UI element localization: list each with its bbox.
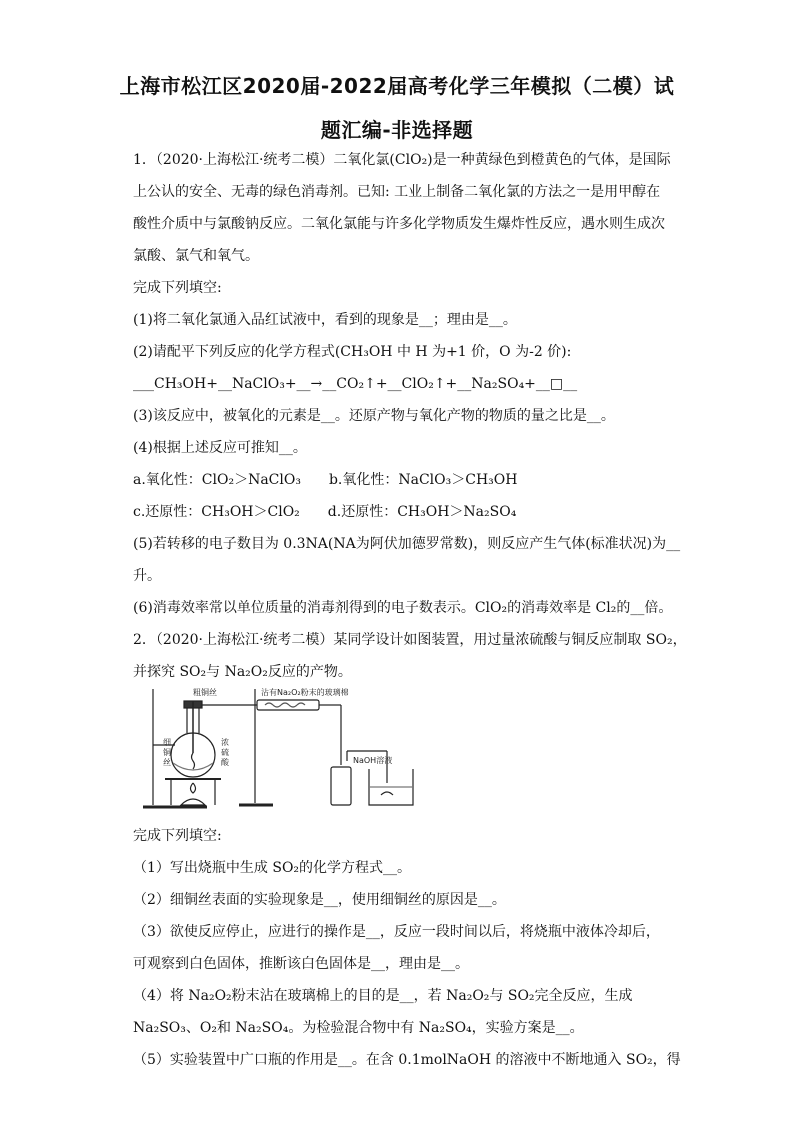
q1-line-1: 1．（2020·上海松江·统考二模）二氧化氯(ClO₂)是一种黄绿色到橙黄色的气体，是国际 (133, 152, 671, 168)
q1-line-14: 升。 (133, 568, 161, 584)
q1-line-8: ___CH₃OH+__NaClO₃+__→__CO₂↑+__ClO₂↑+__Na₂SO₄+__□__ (133, 376, 578, 392)
label-thin-wire-2: 铜 (163, 748, 171, 757)
funnel (381, 792, 393, 795)
document-title-line-1: 上海市松江区2020届-2022届高考化学三年模拟（二模）试 (119, 74, 675, 98)
q1-line-15: (6)消毒效率常以单位质量的消毒剂得到的电子数表示。ClO₂的消毒效率是 Cl₂的__倍。 (133, 600, 673, 616)
q2-after-line-3: （2）细铜丝表面的实验现象是__，使用细铜丝的原因是__。 (133, 892, 506, 908)
glass-wool-tube (257, 700, 319, 710)
document-title-line-2: 题汇编-非选择题 (320, 118, 474, 142)
q2-after-line-5: 可观察到白色固体，推断该白色固体是__，理由是__。 (133, 956, 469, 972)
label-naoh-solution: NaOH溶液 (353, 756, 393, 765)
q1-line-6: (1)将二氧化氯通入品红试液中，看到的现象是__；理由是__。 (133, 312, 517, 328)
q2-after-line-8: （5）实验装置中广口瓶的作用是__。在含 0.1molNaOH 的溶液中不断地通入 SO₂，得 (133, 1052, 681, 1068)
q2-line-2: 并探究 SO₂与 Na₂O₂反应的产物。 (133, 664, 352, 680)
label-thin-wire-1: 细 (163, 738, 171, 747)
q1-line-4: 氯酸、氯气和氧气。 (133, 248, 259, 264)
wide-mouth-bottle (331, 767, 351, 805)
label-thick-copper-wire: 粗铜丝 (193, 688, 217, 697)
q1-line-11: a.氧化性：ClO₂＞NaClO₃ b.氧化性：NaClO₃＞CH₃OH (133, 472, 518, 488)
q2-after-line-7: Na₂SO₃、O₂和 Na₂SO₄。为检验混合物中有 Na₂SO₄，实验方案是__。 (133, 1020, 584, 1036)
flame (191, 783, 196, 793)
label-thin-wire-3: 丝 (163, 758, 171, 767)
q1-line-2: 上公认的安全、无毒的绿色消毒剂。已知: 工业上制备二氧化氯的方法之一是用甲醇在 (133, 184, 661, 200)
label-acid-2: 硫 (221, 748, 229, 757)
q2-after-line-2: （1）写出烧瓶中生成 SO₂的化学方程式__。 (133, 860, 412, 876)
q2-after-line-6: （4）将 Na₂O₂粉末沾在玻璃棉上的目的是__，若 Na₂O₂与 SO₂完全反应，生成 (133, 988, 633, 1004)
q1-line-13: (5)若转移的电子数目为 0.3NA(NA为阿伏加德罗常数)，则反应产生气体(标准状况)为__ (133, 536, 681, 552)
q1-line-12: c.还原性：CH₃OH＞ClO₂ d.还原性：CH₃OH＞Na₂SO₄ (133, 504, 517, 520)
label-acid-1: 浓 (221, 738, 229, 747)
alcohol-lamp (181, 799, 205, 805)
q2-line-1: 2．（2020·上海松江·统考二模）某同学设计如图装置，用过量浓硫酸与铜反应制取 SO₂， (133, 632, 687, 648)
q1-line-3: 酸性介质中与氯酸钠反应。二氧化氯能与许多化学物质发生爆炸性反应，遇水则生成次 (133, 216, 665, 232)
glass-wool (265, 703, 305, 707)
q1-line-10: (4)根据上述反应可推知__。 (133, 440, 307, 456)
apparatus-diagram (135, 683, 495, 815)
label-glass-wool: 沾有Na₂O₂粉末的玻璃棉 (261, 688, 349, 697)
q1-line-9: (3)该反应中，被氧化的元素是__。还原产物与氧化产物的物质的量之比是__。 (133, 408, 615, 424)
q1-line-7: (2)请配平下列反应的化学方程式(CH₃OH 中 H 为+1 价，O 为-2 价): (133, 344, 572, 360)
label-acid-3: 酸 (221, 758, 229, 767)
q2-after-line-4: （3）欲使反应停止，应进行的操作是__，反应一段时间以后，将烧瓶中液体冷却后， (133, 924, 660, 940)
q2-after-line-1: 完成下列填空: (133, 828, 222, 844)
thin-copper-coil (192, 753, 195, 769)
q1-line-5: 完成下列填空: (133, 280, 222, 296)
